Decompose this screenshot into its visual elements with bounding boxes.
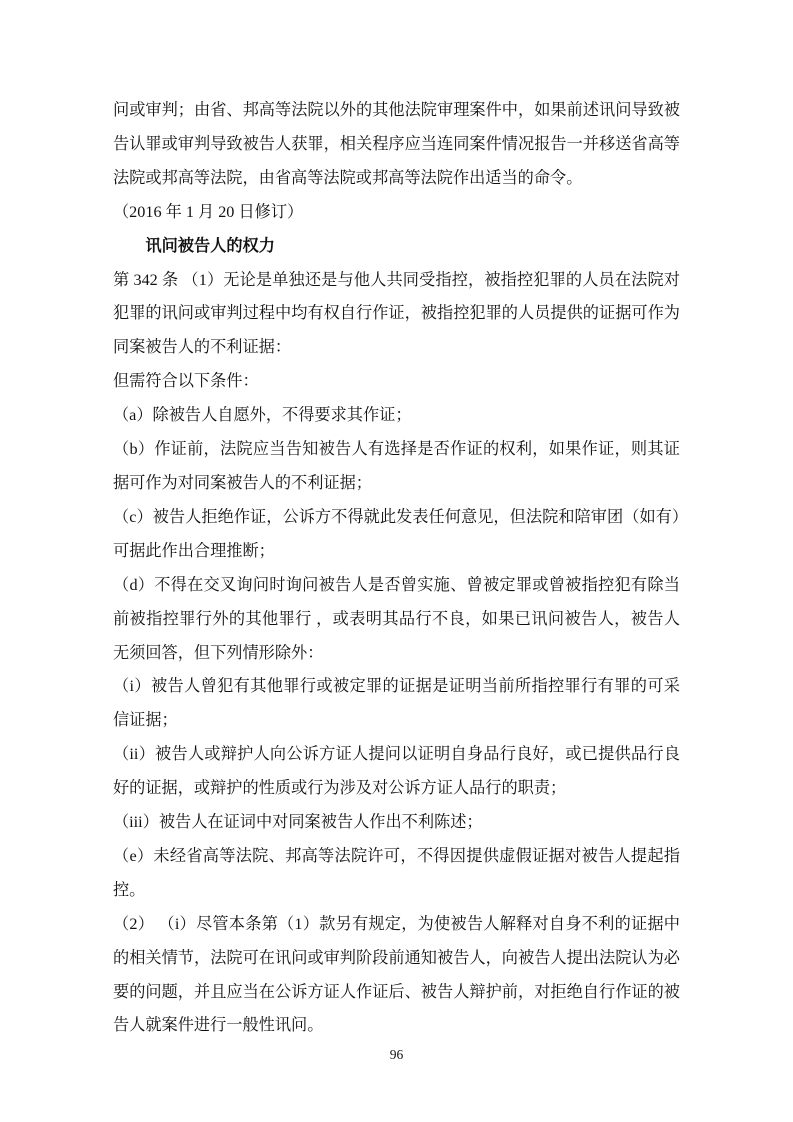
clause-2: （2） （i）尽管本条第（1）款另有规定，为使被告人解释对自身不利的证据中的相关情节，法院可在讯问或审判阶段前通知被告人，向被告人提出法院认为必要的问题，并且应当在公诉方证人作证后、被告人辩护前，对拒绝自行作证的被告人就案件进行一般性讯问。 [113, 914, 680, 1035]
condition-d: （d）不得在交叉询问时询问被告人是否曾实施、曾被定罪或曾被指控犯有除当前被指控罪行外的其他罪行 ，或表明其品行不良，如果已讯问被告人，被告人无须回答，但下列情形除外： [113, 575, 680, 662]
section-heading: 讯问被告人的权力 [145, 236, 275, 255]
continued-paragraph: 问或审判；由省、邦高等法院以外的其他法院审理案件中，如果前述讯问导致被告认罪或审判导致被告人获罪，相关程序应当连同案件情况报告一并移送省高等法院或邦高等法院，由省高等法院或邦高等法院作出适当的命令。 [113, 101, 680, 187]
article-342-clause-1: 第 342 条 （1）无论是单独还是与他人共同受指控，被指控犯罪的人员在法院对犯罪的讯问或审判过程中均有权自行作证，被指控犯罪的人员提供的证据可作为同案被告人的不利证据： [113, 270, 680, 357]
exception-ii: （ii）被告人或辩护人向公诉方证人提问以证明自身品行良好，或已提供品行良好的证据，或辩护的性质或行为涉及对公诉方证人品行的职责； [113, 745, 680, 798]
condition-c: （c）被告人拒绝作证，公诉方不得就此发表任何意见，但法院和陪审团（如有）可据此作出合理推断； [113, 507, 680, 560]
revision-date-note: （2016 年 1 月 20 日修订） [113, 202, 304, 221]
exception-i: （i）被告人曾犯有其他罪行或被定罪的证据是证明当前所指控罪行有罪的可采信证据； [113, 677, 680, 730]
condition-a: （a）除被告人自愿外，不得要求其作证； [113, 406, 412, 425]
condition-e: （e）未经省高等法院、邦高等法院许可，不得因提供虚假证据对被告人提起指控。 [113, 846, 680, 899]
page-number: 96 [389, 1047, 404, 1062]
exception-iii: （iii）被告人在证词中对同案被告人作出不利陈述； [113, 813, 483, 832]
document-body [113, 94, 680, 1043]
conditions-intro: 但需符合以下条件： [113, 372, 259, 391]
condition-b: （b）作证前，法院应当告知被告人有选择是否作证的权利，如果作证，则其证据可作为对同案被告人的不利证据； [113, 440, 680, 492]
